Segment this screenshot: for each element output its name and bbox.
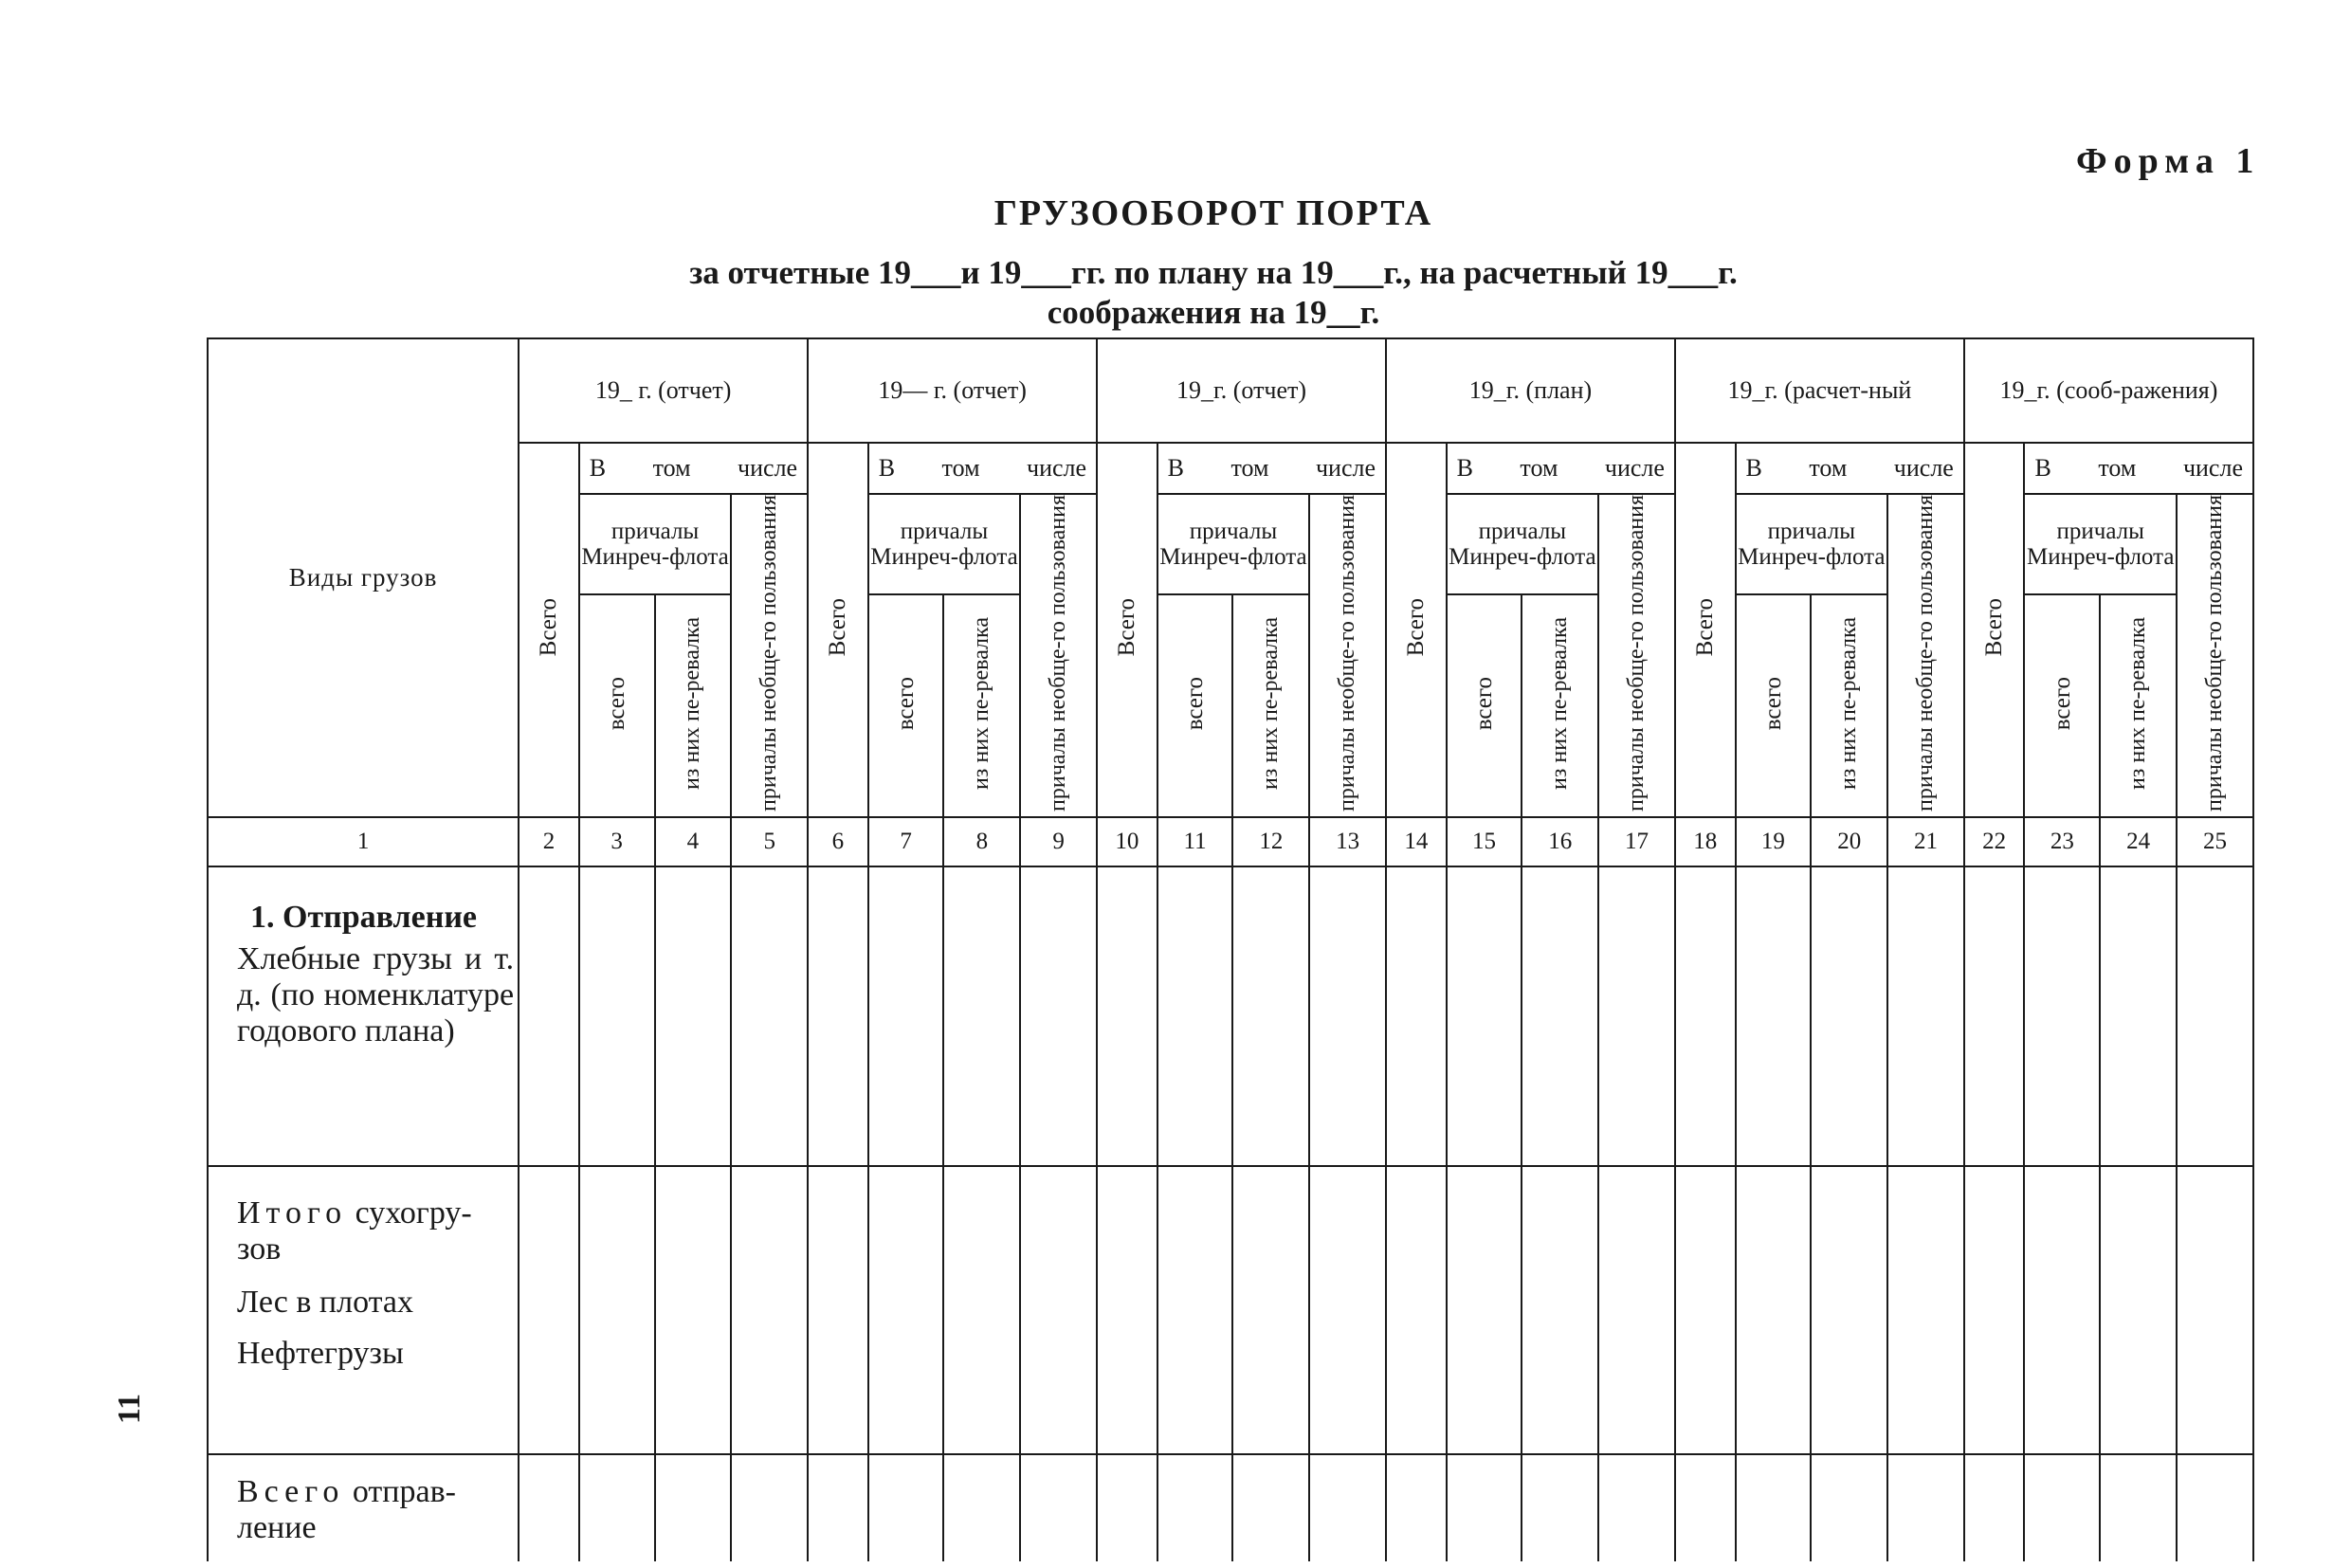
public-berths-label: причалы необще-го пользования: [756, 495, 782, 811]
data-cell: [1736, 1166, 1812, 1454]
data-cell: [1675, 1166, 1736, 1454]
transshipment-header: [2100, 594, 2177, 817]
year-group-header: 19_г. (сооб-ражения): [1964, 338, 2253, 443]
column-number: 7: [868, 817, 944, 866]
column-number: 3: [579, 817, 655, 866]
data-cell: [943, 866, 1020, 1166]
total-label: Всего: [1692, 598, 1719, 657]
data-cell: [1232, 866, 1309, 1166]
column-number: 2: [519, 817, 579, 866]
total-word: Всего: [237, 1473, 345, 1509]
public-berths-label: причалы необще-го пользования: [2202, 495, 2227, 811]
data-cell: [1964, 1166, 2025, 1454]
data-cell: [655, 866, 732, 1166]
total-label: Всего: [1981, 598, 2008, 657]
data-cell: [2177, 866, 2253, 1166]
berths-total-header: [579, 594, 655, 817]
column-number: 20: [1811, 817, 1887, 866]
data-cell: [731, 1454, 808, 1561]
data-cell: [1447, 1166, 1522, 1454]
including-header: В том числе: [1447, 443, 1675, 494]
public-berths-header: [1887, 494, 1964, 817]
data-cell: [1887, 1166, 1964, 1454]
column-number: 11: [1157, 817, 1233, 866]
berths-total-header: [2024, 594, 2100, 817]
total-header: [519, 443, 579, 817]
minrechflot-berths-header: причалы Минреч-флота: [1447, 494, 1599, 594]
data-cell: [2100, 866, 2177, 1166]
data-cell: [1447, 1454, 1522, 1561]
including-header: В том числе: [579, 443, 808, 494]
form-label: Форма 1: [2076, 141, 2261, 181]
total-dispatch-line: [237, 1474, 514, 1510]
data-cell: [1232, 1166, 1309, 1454]
year-group-header: 19— г. (отчет): [808, 338, 1097, 443]
row-header-cargo-types: Виды грузов: [208, 338, 519, 817]
public-berths-header: [2177, 494, 2253, 817]
berths-total-label: всего: [1471, 676, 1497, 731]
section-heading: 1. Отправление: [250, 899, 477, 935]
year-group-header: 19_г. (отчет): [1097, 338, 1386, 443]
data-cell: [1598, 866, 1675, 1166]
section-dispatch-label: [208, 866, 519, 1166]
page-number: 11: [112, 1394, 147, 1425]
data-cell: [1232, 1454, 1309, 1561]
transshipment-label: из них пе-ревалка: [969, 616, 994, 790]
data-cell: [655, 1454, 732, 1561]
column-number: 23: [2024, 817, 2100, 866]
column-number: 25: [2177, 817, 2253, 866]
transshipment-header: [1811, 594, 1887, 817]
data-cell: [1020, 866, 1097, 1166]
data-cell: [1811, 1454, 1887, 1561]
data-cell: [1964, 866, 2025, 1166]
data-cell: [519, 866, 579, 1166]
data-cell: [2024, 1166, 2100, 1454]
subtitle-line-1: за отчетные 19___и 19___гг. по плану на 19___г., на расчетный 19___г.: [689, 254, 1738, 291]
year-group-header: 19_г. (план): [1386, 338, 1675, 443]
data-cell: [579, 1454, 655, 1561]
column-number: 21: [1887, 817, 1964, 866]
subtotal-word: Итого: [237, 1194, 348, 1231]
transshipment-label: из них пе-ревалка: [1836, 616, 1862, 790]
cargo-turnover-table: [207, 337, 2254, 1561]
data-cell: [519, 1166, 579, 1454]
data-cell: [943, 1454, 1020, 1561]
column-number: 14: [1386, 817, 1447, 866]
data-cell: [2024, 866, 2100, 1166]
data-cell: [1157, 1454, 1233, 1561]
total-dispatch-end: ление: [237, 1509, 317, 1545]
data-cell: [1097, 1166, 1157, 1454]
minrechflot-berths-header: причалы Минреч-флота: [868, 494, 1021, 594]
column-number: 22: [1964, 817, 2025, 866]
berths-total-label: всего: [1182, 676, 1209, 731]
data-cell: [808, 1454, 868, 1561]
data-cell: [1020, 1454, 1097, 1561]
column-number: 19: [1736, 817, 1812, 866]
data-cell: [579, 866, 655, 1166]
data-cell: [1309, 1166, 1386, 1454]
data-cell: [1675, 866, 1736, 1166]
total-header: [1386, 443, 1447, 817]
berths-total-header: [1157, 594, 1233, 817]
transshipment-label: из них пе-ревалка: [680, 616, 705, 790]
berths-total-header: [1736, 594, 1812, 817]
column-number: 24: [2100, 817, 2177, 866]
column-number: 18: [1675, 817, 1736, 866]
data-cell: [2024, 1454, 2100, 1561]
data-cell: [1447, 866, 1522, 1166]
column-number: 4: [655, 817, 732, 866]
data-cell: [1736, 1454, 1812, 1561]
subtotal-dry-end: зов: [237, 1231, 282, 1267]
data-cell: [1675, 1454, 1736, 1561]
data-cell: [1157, 1166, 1233, 1454]
public-berths-label: причалы необще-го пользования: [1912, 495, 1938, 811]
data-cell: [1309, 866, 1386, 1166]
data-cell: [808, 866, 868, 1166]
section-subtotal-label: [208, 1166, 519, 1454]
total-header: [808, 443, 868, 817]
public-berths-label: причалы необще-го пользования: [1624, 495, 1649, 811]
berths-total-header: [1447, 594, 1522, 817]
subtotal-rest: сухогру-: [347, 1194, 472, 1231]
minrechflot-berths-header: причалы Минреч-флота: [579, 494, 732, 594]
total-header: [1097, 443, 1157, 817]
data-cell: [868, 866, 944, 1166]
transshipment-label: из них пе-ревалка: [2125, 616, 2151, 790]
data-cell: [1598, 1454, 1675, 1561]
data-cell: [1097, 866, 1157, 1166]
data-cell: [655, 1166, 732, 1454]
data-cell: [1020, 1166, 1097, 1454]
timber-rafts-line: Лес в плотах: [237, 1284, 413, 1320]
total-label: Всего: [1403, 598, 1430, 657]
transshipment-label: из них пе-ревалка: [1258, 616, 1284, 790]
column-number: 17: [1598, 817, 1675, 866]
data-cell: [1887, 866, 1964, 1166]
data-cell: [1811, 1166, 1887, 1454]
data-cell: [868, 1166, 944, 1454]
total-header: [1964, 443, 2025, 817]
data-cell: [1811, 866, 1887, 1166]
berths-total-header: [868, 594, 944, 817]
transshipment-header: [1232, 594, 1309, 817]
public-berths-label: причалы необще-го пользования: [1335, 495, 1360, 811]
data-cell: [1964, 1454, 2025, 1561]
data-cell: [1157, 866, 1233, 1166]
public-berths-header: [731, 494, 808, 817]
data-cell: [519, 1454, 579, 1561]
data-cell: [2100, 1166, 2177, 1454]
section-total-dispatch-label: [208, 1454, 519, 1561]
public-berths-header: [1020, 494, 1097, 817]
column-number: 8: [943, 817, 1020, 866]
total-header: [1675, 443, 1736, 817]
data-cell: [1598, 1166, 1675, 1454]
minrechflot-berths-header: причалы Минреч-флота: [1157, 494, 1310, 594]
document-title: ГРУЗООБОРОТ ПОРТА: [993, 193, 1433, 233]
total-rest: отправ-: [344, 1473, 456, 1509]
data-cell: [731, 866, 808, 1166]
subtotal-dry-line: [237, 1195, 514, 1231]
public-berths-label: причалы необще-го пользования: [1046, 495, 1071, 811]
data-cell: [2177, 1166, 2253, 1454]
oil-cargo-line: Нефтегрузы: [237, 1335, 404, 1371]
including-header: В том числе: [1736, 443, 1964, 494]
total-label: Всего: [536, 598, 562, 657]
column-number: 6: [808, 817, 868, 866]
column-number: 13: [1309, 817, 1386, 866]
column-number: 1: [208, 817, 519, 866]
column-number: 5: [731, 817, 808, 866]
data-cell: [808, 1166, 868, 1454]
data-cell: [943, 1166, 1020, 1454]
transshipment-header: [655, 594, 732, 817]
column-number: 15: [1447, 817, 1522, 866]
data-cell: [1522, 1166, 1598, 1454]
data-cell: [1386, 1454, 1447, 1561]
section-grain-text: Хлебные грузы и т. д. (по номенклатуре годового плана): [237, 940, 515, 1048]
including-header: В том числе: [1157, 443, 1386, 494]
public-berths-header: [1598, 494, 1675, 817]
data-cell: [2177, 1454, 2253, 1561]
column-number: 9: [1020, 817, 1097, 866]
data-cell: [731, 1166, 808, 1454]
data-cell: [1522, 1454, 1598, 1561]
transshipment-label: из них пе-ревалка: [1547, 616, 1573, 790]
data-cell: [1097, 1454, 1157, 1561]
year-group-header: 19_ г. (отчет): [519, 338, 808, 443]
berths-total-label: всего: [604, 676, 630, 731]
data-cell: [1887, 1454, 1964, 1561]
including-header: В том числе: [868, 443, 1097, 494]
data-cell: [1736, 866, 1812, 1166]
column-number: 16: [1522, 817, 1598, 866]
year-group-header: 19_г. (расчет-ный: [1675, 338, 1964, 443]
column-number: 12: [1232, 817, 1309, 866]
subtitle-line-2: соображения на 19__г.: [1047, 294, 1380, 331]
berths-total-label: всего: [2049, 676, 2075, 731]
data-cell: [579, 1166, 655, 1454]
total-label: Всего: [1114, 598, 1140, 657]
minrechflot-berths-header: причалы Минреч-флота: [2024, 494, 2177, 594]
column-number: 10: [1097, 817, 1157, 866]
data-cell: [1386, 866, 1447, 1166]
data-cell: [868, 1454, 944, 1561]
berths-total-label: всего: [893, 676, 920, 731]
data-cell: [1386, 1166, 1447, 1454]
minrechflot-berths-header: причалы Минреч-флота: [1736, 494, 1888, 594]
transshipment-header: [943, 594, 1020, 817]
data-cell: [2100, 1454, 2177, 1561]
berths-total-label: всего: [1759, 676, 1786, 731]
total-label: Всего: [825, 598, 851, 657]
data-cell: [1309, 1454, 1386, 1561]
public-berths-header: [1309, 494, 1386, 817]
data-cell: [1522, 866, 1598, 1166]
including-header: В том числе: [2024, 443, 2253, 494]
transshipment-header: [1522, 594, 1598, 817]
